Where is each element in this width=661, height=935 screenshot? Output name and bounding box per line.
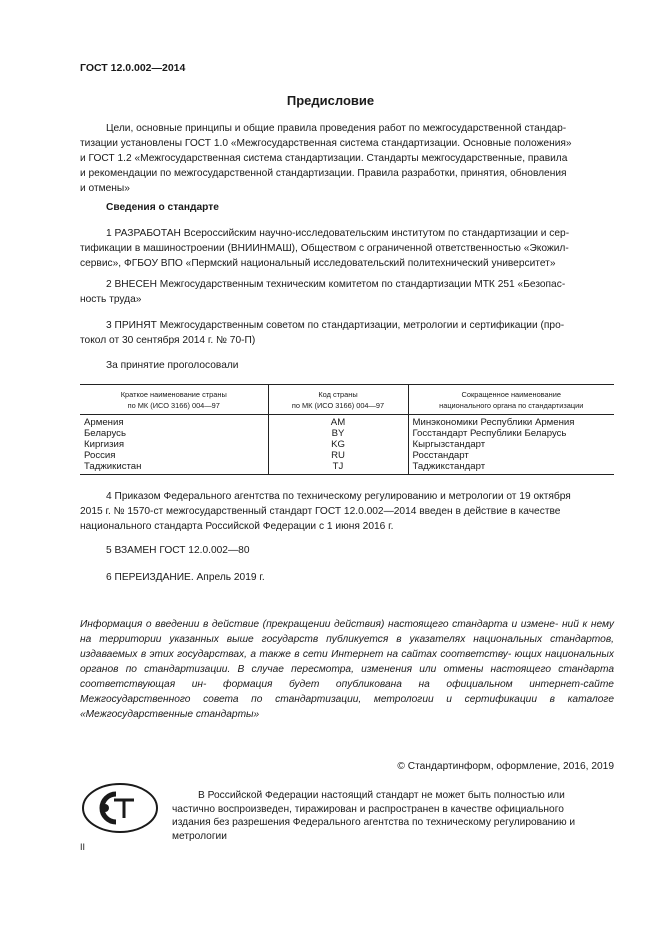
item-line: токол от 30 сентября 2014 г. № 70-П) (80, 335, 256, 346)
table-row (80, 415, 614, 429)
table-row (80, 439, 614, 450)
page-number: II (80, 842, 86, 852)
info-note (80, 617, 614, 722)
table-row (80, 428, 614, 439)
intro-line: тизации установлены ГОСТ 1.0 «Межгосударственная система стандартизации. Основные положения» (80, 138, 572, 149)
table-header-row (80, 385, 614, 415)
item-line: 3 ПРИНЯТ Межгосударственным советом по стандартизации, метрологии и сертификации (про- (106, 320, 565, 331)
item-line: национального стандарта Российской Федерации с 1 июня 2016 г. (80, 521, 394, 532)
table-row (80, 450, 614, 461)
info-heading (80, 200, 614, 215)
item-line: ность труда» (80, 294, 142, 305)
copyright-legal-notice (172, 789, 614, 843)
item-line: 1 РАЗРАБОТАН Всероссийским научно-исследовательским институтом по стандартизации и сер- (106, 228, 570, 239)
rst-certification-mark-icon (80, 782, 160, 834)
item-line: 6 ПЕРЕИЗДАНИЕ. Апрель 2019 г. (106, 572, 265, 583)
item-line: сервис», ФГБОУ ВПО «Пермский национальный исследовательский политехнический университет» (80, 258, 556, 269)
code-cell: RU (268, 450, 408, 461)
country-cell: Беларусь (84, 428, 126, 439)
item-line: 2 ВНЕСЕН Межгосударственным техническим комитетом по стандартизации МТК 251 «Безопас- (106, 279, 566, 290)
header-body-name (408, 385, 614, 415)
intro-line: и отмены» (80, 183, 130, 194)
body-cell: Таджикстандарт (408, 461, 614, 475)
item-line: тификации в машиностроении (ВНИИНМАШ), Обществом с ограниченной ответственностью «Экожил- (80, 243, 569, 254)
info-heading-text: Сведения о стандарте (106, 202, 219, 213)
intro-line: и рекомендации по межгосударственной стандартизации. Правила разработки, принятия, обновления (80, 168, 567, 179)
page-title: Предисловие (286, 93, 375, 108)
note-line: формация будет опубликована на официальном интернет-сайте Межгосударственного совета по (80, 679, 614, 705)
note-line: стандартизации, метрологии и сертификации в каталоге «Межгосударственные стандарты» (80, 694, 614, 720)
header-text: Код страны (318, 390, 358, 399)
legal-line: метрологии (172, 830, 227, 842)
item-replaces (80, 543, 614, 558)
document-id: ГОСТ 12.0.002—2014 (80, 62, 186, 74)
item-enacted (80, 489, 614, 534)
legal-line: В Российской Федерации настоящий стандарт не может быть полностью или (198, 790, 565, 801)
item-line: 2015 г. № 1570-ст межгосударственный стандарт ГОСТ 12.0.002—2014 введен в действие в качестве (80, 506, 561, 517)
item-reissue (80, 570, 614, 585)
note-line: стандартов, издаваемых в этих государствах, а также в сети Интернет на сайтах соответству- (80, 634, 614, 660)
header-text: Краткое наименование страны (120, 390, 227, 399)
body-cell: Росстандарт (408, 450, 614, 461)
body-cell: Кыргызстандарт (408, 439, 614, 450)
voting-table (80, 384, 614, 475)
code-cell: TJ (268, 461, 408, 475)
header-text: национального органа по стандартизации (439, 401, 584, 410)
item-developed (80, 226, 614, 271)
item-adopted (80, 318, 614, 348)
body-cell: Госстандарт Республики Беларусь (408, 428, 614, 439)
voted-label-text: За принятие проголосовали (106, 360, 239, 371)
code-cell: BY (268, 428, 408, 439)
intro-line: и ГОСТ 1.2 «Межгосударственная система стандартизации. Стандарты межгосударственные, правила (80, 153, 568, 164)
body-cell: Минэкономики Республики Армения (408, 415, 614, 429)
voted-label (80, 358, 614, 373)
note-line: Информация о введении в действие (прекращении действия) настоящего стандарта и измене- (80, 619, 559, 630)
header-text: по МК (ИСО 3166) 004—97 (291, 401, 385, 410)
code-cell: AM (268, 415, 408, 429)
item-submitted (80, 277, 614, 307)
intro-line: Цели, основные принципы и общие правила проведения работ по межгосударственной стандар- (106, 123, 567, 134)
header-text: по МК (ИСО 3166) 004—97 (127, 401, 220, 410)
country-cell: Таджикистан (80, 461, 268, 475)
note-line: ний к нему на территории указанных выше государств публикуется в указателях национальных (80, 619, 615, 645)
country-cell: Армения (84, 417, 124, 428)
header-country-code (268, 385, 408, 415)
header-text: Сокращенное наименование (461, 390, 561, 399)
legal-line: издания без разрешения Федерального агентства по техническому регулированию и (172, 817, 576, 828)
note-line: В случае пересмотра, изменения или отмены настоящего стандарта соответствующая ин- (80, 664, 615, 690)
note-line: ющих национальных органов по стандартизации. (80, 649, 614, 675)
table-row (80, 461, 614, 475)
country-cell: Россия (84, 450, 116, 461)
item-line: 4 Приказом Федерального агентства по техническому регулированию и метрологии от 19 октября (106, 491, 571, 502)
intro-paragraph (80, 121, 614, 196)
country-cell: Киргизия (84, 439, 125, 450)
copyright: © Стандартинформ, оформление, 2016, 2019 (397, 761, 614, 772)
item-line: 5 ВЗАМЕН ГОСТ 12.0.002—80 (106, 545, 250, 556)
code-cell: KG (268, 439, 408, 450)
header-country-name (80, 385, 268, 415)
legal-line: частично воспроизведен, тиражирован и распространен в качестве официального (172, 803, 564, 815)
